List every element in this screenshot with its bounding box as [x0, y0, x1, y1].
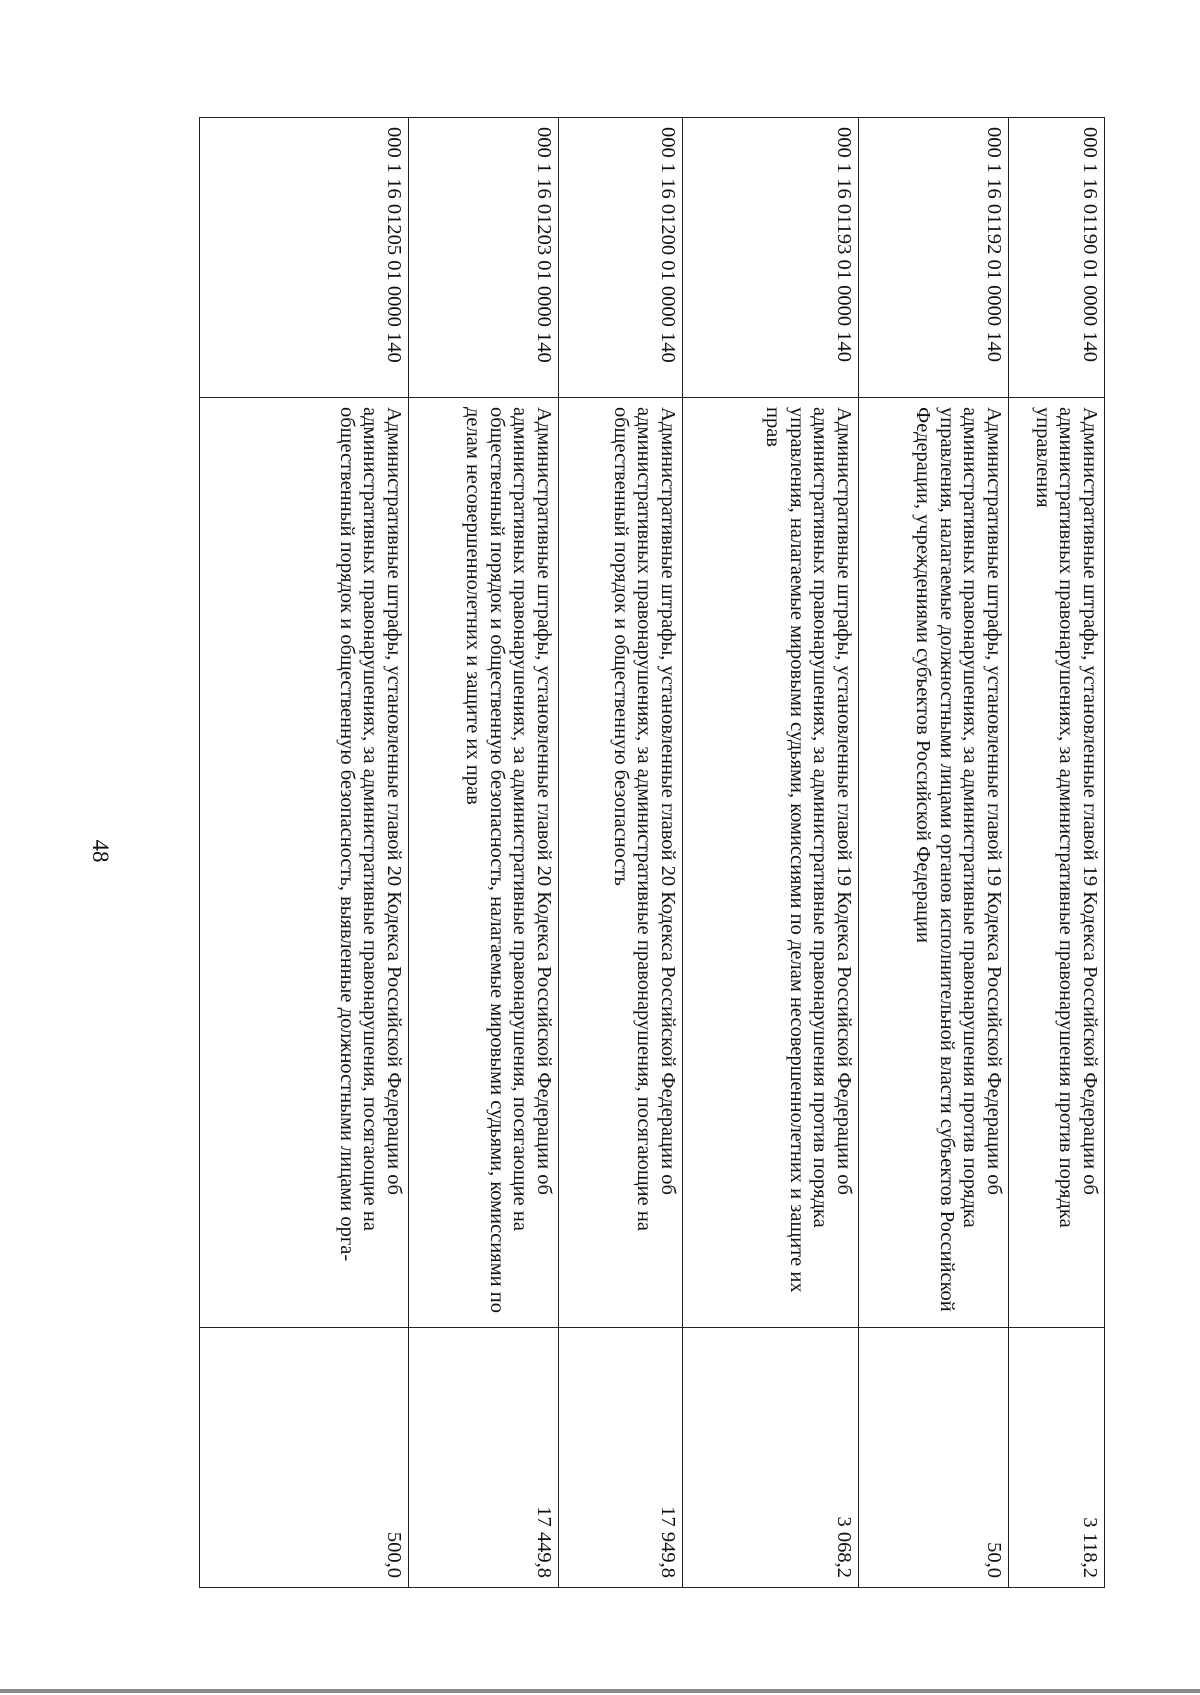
- revenue-table: [199, 117, 1105, 1588]
- revenue-amount: 17 949,8: [559, 1328, 683, 1588]
- revenue-description: Административные штрафы, установленные главой 19 Кодекса Российской Федерации об административных правонарушениях, за административные правонарушения против порядка управления, налагаемые должностными лицами органов исполнительной власти субъектов Российской Федерации, учреждениями субъектов Российской Федерации: [859, 398, 1009, 1328]
- revenue-description: Административные штрафы, установленные главой 20 Кодекса Российской Федерации об административных правонарушениях, за административные правонарушения, посягающие на общественный порядок и общественную безопасность, выявленные должностными лицами орга-: [200, 398, 409, 1328]
- revenue-amount: 50,0: [859, 1328, 1009, 1588]
- page-number: 48: [88, 839, 113, 863]
- revenue-amount: 500,0: [200, 1328, 409, 1588]
- revenue-description: Административные штрафы, установленные главой 19 Кодекса Российской Федерации об административных правонарушениях, за административные правонарушения против порядка управления: [1009, 398, 1105, 1328]
- revenue-amount: 3 118,2: [1009, 1328, 1105, 1588]
- table-row: [409, 118, 559, 1588]
- table-row: [859, 118, 1009, 1588]
- budget-classification-code: 000 1 16 01192 01 0000 140: [859, 118, 1009, 398]
- revenue-amount: 3 068,2: [683, 1328, 859, 1588]
- revenue-description: Административные штрафы, установленные главой 19 Кодекса Российской Федерации об административных правонарушениях, за административные правонарушения против порядка управления, налагаемые мировыми судьями, комиссиями по делам несовершеннолетних и защите их прав: [683, 398, 859, 1328]
- table-row: [559, 118, 683, 1588]
- table-row: [1009, 118, 1105, 1588]
- budget-classification-code: 000 1 16 01200 01 0000 140: [559, 118, 683, 398]
- revenue-amount: 17 449,8: [409, 1328, 559, 1588]
- revenue-description: Административные штрафы, установленные главой 20 Кодекса Российской Федерации об административных правонарушениях, за административные правонарушения, посягающие на общественный порядок и общественную безопасность: [559, 398, 683, 1328]
- rotated-table-container: [200, 117, 1105, 1587]
- budget-classification-code: 000 1 16 01193 01 0000 140: [683, 118, 859, 398]
- budget-classification-code: 000 1 16 01190 01 0000 140: [1009, 118, 1105, 398]
- bottom-page-edge: [0, 1689, 1200, 1693]
- budget-classification-code: 000 1 16 01205 01 0000 140: [200, 118, 409, 398]
- budget-classification-code: 000 1 16 01203 01 0000 140: [409, 118, 559, 398]
- table-row: [683, 118, 859, 1588]
- revenue-description: Административные штрафы, установленные главой 20 Кодекса Российской Федерации об административных правонарушениях, за административные правонарушения, посягающие на общественный порядок и общественную безопасность, налагаемые мировыми судьями, комиссиями по делам несовершеннолетних и защите их прав: [409, 398, 559, 1328]
- table-row: [200, 118, 409, 1588]
